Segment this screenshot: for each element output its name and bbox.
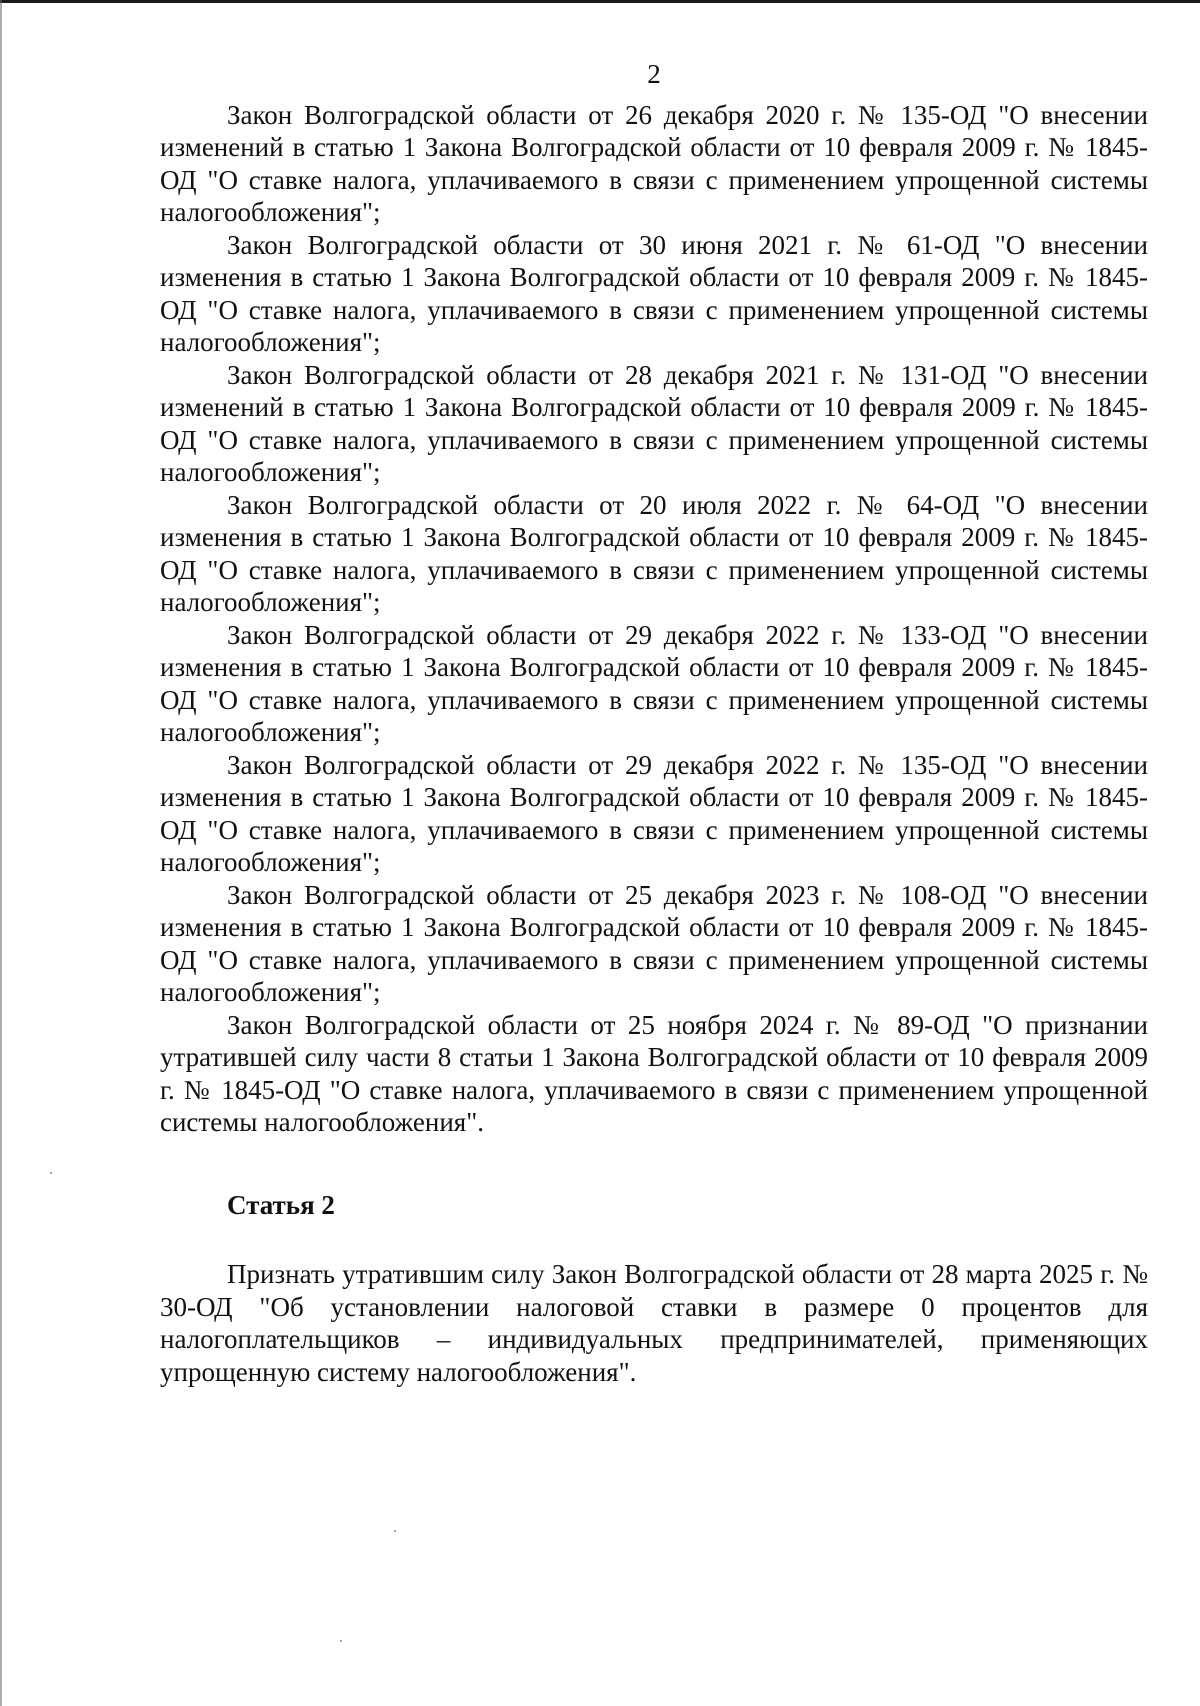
law-item: Закон Волгоградской области от 25 ноября 2024 г. № 89-ОД "О признании утратившей силу части 8 статьи 1 Закона Волгоградской области от 10 февраля 2009 г. № 1845-ОД "О ставке налога, уплачиваемого в связи с применением упрощенной системы налогообложения". xyxy=(160,1009,1148,1137)
scan-speck xyxy=(50,1172,52,1174)
law-item: Закон Волгоградской области от 29 декабря 2022 г. № 135-ОД "О внесении изменения в статью 1 Закона Волгоградской области от 10 февраля 2009 г. № 1845-ОД "О ставке налога, уплачиваемого в связи с применением упрощенной системы налогообложения"; xyxy=(160,749,1148,877)
law-item: Закон Волгоградской области от 29 декабря 2022 г. № 133-ОД "О внесении изменения в статью 1 Закона Волгоградской области от 10 февраля 2009 г. № 1845-ОД "О ставке налога, уплачиваемого в связи с применением упрощенной системы налогообложения"; xyxy=(160,619,1148,747)
law-item: Закон Волгоградской области от 30 июня 2021 г. № 61-ОД "О внесении изменения в статью 1 Закона Волгоградской области от 10 февраля 2009 г. № 1845-ОД "О ставке налога, уплачиваемого в связи с применением упрощенной системы налогообложения"; xyxy=(160,229,1148,357)
law-item: Закон Волгоградской области от 28 декабря 2021 г. № 131-ОД "О внесении изменений в статью 1 Закона Волгоградской области от 10 февраля 2009 г. № 1845-ОД "О ставке налога, уплачиваемого в связи с применением упрощенной системы налогообложения"; xyxy=(160,359,1148,487)
page-number: 2 xyxy=(647,59,661,89)
law-list xyxy=(160,99,1148,1139)
law-item: Закон Волгоградской области от 20 июля 2022 г. № 64-ОД "О внесении изменения в статью 1 Закона Волгоградской области от 10 февраля 2009 г. № 1845-ОД "О ставке налога, уплачиваемого в связи с применением упрощенной системы налогообложения"; xyxy=(160,489,1148,617)
scan-top-edge xyxy=(0,0,1200,3)
article-text: Признать утратившим силу Закон Волгоградской области от 28 марта 2025 г. № 30-ОД "Об установлении налоговой ставки в размере 0 процентов для налогоплательщиков – индивидуальных предпринимателей, применяющих упрощенную систему налогообложения". xyxy=(160,1259,1148,1387)
article-heading: Статья 2 xyxy=(227,1189,335,1220)
law-item: Закон Волгоградской области от 26 декабря 2020 г. № 135-ОД "О внесении изменений в статью 1 Закона Волгоградской области от 10 февраля 2009 г. № 1845-ОД "О ставке налога, уплачиваемого в связи с применением упрощенной системы налогообложения"; xyxy=(160,99,1148,227)
scan-speck xyxy=(340,1640,342,1642)
scan-speck xyxy=(394,1530,396,1532)
scan-left-edge xyxy=(0,0,2,1706)
document-page xyxy=(160,58,1148,1388)
law-item: Закон Волгоградской области от 25 декабря 2023 г. № 108-ОД "О внесении изменения в статью 1 Закона Волгоградской области от 10 февраля 2009 г. № 1845-ОД "О ставке налога, уплачиваемого в связи с применением упрощенной системы налогообложения"; xyxy=(160,879,1148,1007)
